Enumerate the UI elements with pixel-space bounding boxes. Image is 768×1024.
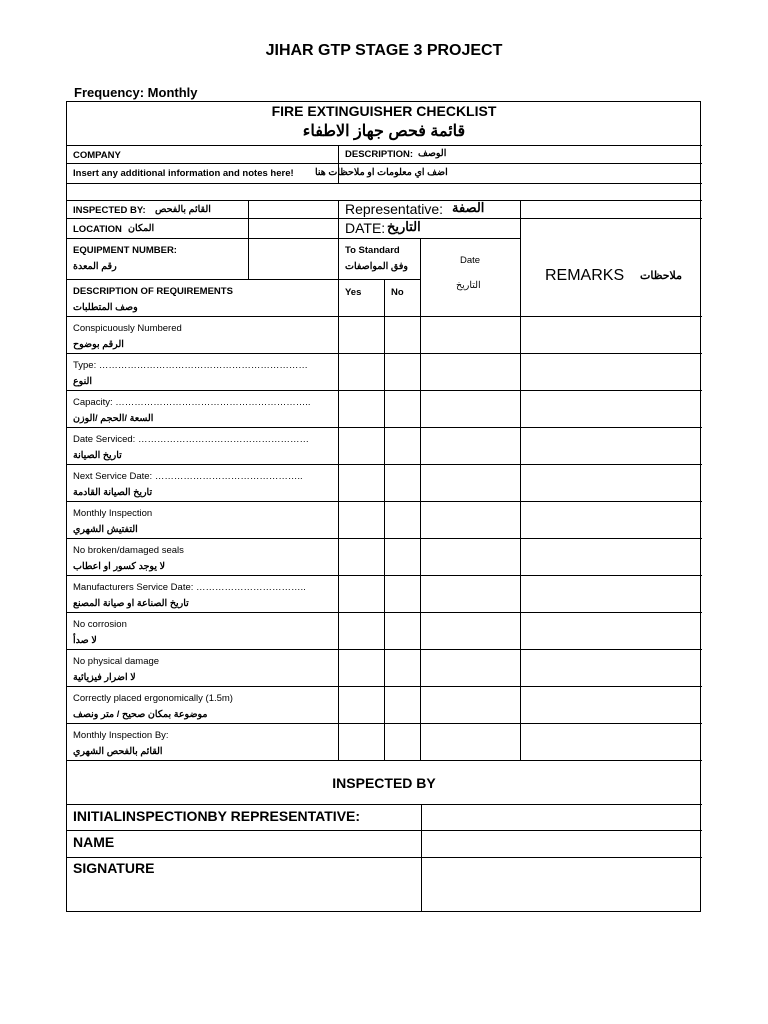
- yes-cell[interactable]: [339, 354, 383, 389]
- date-cell[interactable]: [421, 539, 519, 574]
- notes-label: Insert any additional information and notes here!: [73, 168, 294, 179]
- initial-inspection-label: INITIALINSPECTIONBY REPRESENTATIVE:: [73, 808, 361, 824]
- location-label: LOCATION: [73, 224, 122, 235]
- divider: [66, 145, 702, 146]
- yes-cell[interactable]: [339, 502, 383, 537]
- requirement-en: Capacity: ……………………………………………………..: [73, 397, 311, 408]
- representative-value[interactable]: [521, 201, 701, 217]
- notes-label-arabic: اضف اي معلومات او ملاحظات هنا: [315, 167, 448, 178]
- yes-cell[interactable]: [339, 650, 383, 685]
- remarks-cell[interactable]: [521, 317, 701, 352]
- requirement-en: Correctly placed ergonomically (1.5m): [73, 693, 233, 704]
- no-cell[interactable]: [385, 391, 419, 426]
- signature-value[interactable]: [422, 858, 701, 911]
- divider: [66, 760, 702, 761]
- no-cell[interactable]: [385, 539, 419, 574]
- inspected-by-label: INSPECTED BY:: [73, 205, 146, 216]
- remarks-label: REMARKS: [545, 267, 625, 284]
- requirement-ar: التفتيش الشهري: [73, 524, 138, 535]
- yes-cell[interactable]: [339, 687, 383, 722]
- date-cell[interactable]: [421, 428, 519, 463]
- remarks-cell[interactable]: [521, 391, 701, 426]
- requirements-label: DESCRIPTION OF REQUIREMENTS: [73, 286, 233, 297]
- date-value[interactable]: [521, 219, 701, 237]
- no-cell[interactable]: [385, 687, 419, 722]
- date-arabic: التاريخ: [387, 219, 421, 234]
- location-value[interactable]: [249, 219, 337, 237]
- page-title: JIHAR GTP STAGE 3 PROJECT: [265, 42, 503, 59]
- no-cell[interactable]: [385, 465, 419, 500]
- remarks-cell[interactable]: [521, 613, 701, 648]
- no-cell[interactable]: [385, 354, 419, 389]
- remarks-cell[interactable]: [521, 465, 701, 500]
- requirement-en: No corrosion: [73, 619, 127, 630]
- remarks-cell[interactable]: [521, 687, 701, 722]
- representative-label: Representative:: [345, 201, 444, 217]
- company-label: COMPANY: [73, 150, 121, 161]
- yes-cell[interactable]: [339, 539, 383, 574]
- date-cell[interactable]: [421, 650, 519, 685]
- requirement-ar: تاريخ الصيانة القادمة: [73, 487, 153, 498]
- to-standard-arabic: وفق المواصفات: [345, 261, 408, 272]
- remarks-cell[interactable]: [521, 724, 701, 759]
- date-column-label: Date: [460, 255, 481, 266]
- requirement-ar: لا صدأ: [73, 635, 97, 646]
- requirement-en: Conspicuously Numbered: [73, 323, 182, 334]
- requirement-ar: تاريخ الصناعة او صيانة المصنع: [73, 598, 189, 609]
- requirement-en: Manufacturers Service Date: ……………………………..: [73, 582, 306, 593]
- no-cell[interactable]: [385, 317, 419, 352]
- date-cell[interactable]: [421, 576, 519, 611]
- no-cell[interactable]: [385, 576, 419, 611]
- yes-column-label: Yes: [345, 287, 362, 298]
- name-label: NAME: [73, 834, 115, 850]
- inspected-by-value[interactable]: [249, 201, 337, 217]
- to-standard-label: To Standard: [345, 245, 400, 256]
- remarks-arabic: ملاحظات: [640, 270, 682, 282]
- yes-cell[interactable]: [339, 317, 383, 352]
- yes-cell[interactable]: [339, 428, 383, 463]
- inspected-by-arabic: القائم بالفحص: [155, 204, 211, 215]
- requirement-en: Date Serviced: ………………………………………………: [73, 434, 309, 445]
- date-cell[interactable]: [421, 724, 519, 759]
- remarks-cell[interactable]: [521, 502, 701, 537]
- location-arabic: المكان: [128, 223, 155, 234]
- yes-cell[interactable]: [339, 613, 383, 648]
- no-cell[interactable]: [385, 724, 419, 759]
- requirement-ar: تاريخ الصيانة: [73, 450, 122, 461]
- yes-cell[interactable]: [339, 465, 383, 500]
- name-value[interactable]: [422, 831, 701, 856]
- date-cell[interactable]: [421, 465, 519, 500]
- divider: [66, 279, 420, 280]
- yes-cell[interactable]: [339, 724, 383, 759]
- date-cell[interactable]: [421, 317, 519, 352]
- date-cell[interactable]: [421, 391, 519, 426]
- requirements-arabic: وصف المتطلبات: [73, 302, 138, 313]
- no-cell[interactable]: [385, 650, 419, 685]
- remarks-cell[interactable]: [521, 539, 701, 574]
- requirement-ar: لا اضرار فيزيائية: [73, 672, 136, 683]
- form-title: FIRE EXTINGUISHER CHECKLIST: [271, 103, 497, 119]
- requirement-ar: الرقم بوضوح: [73, 339, 124, 350]
- no-cell[interactable]: [385, 502, 419, 537]
- form-title-arabic: قائمة فحص جهاز الاطفاء: [302, 123, 466, 140]
- yes-cell[interactable]: [339, 576, 383, 611]
- divider: [66, 183, 702, 184]
- remarks-cell[interactable]: [521, 428, 701, 463]
- no-cell[interactable]: [385, 428, 419, 463]
- requirement-en: No physical damage: [73, 656, 160, 667]
- date-column-arabic: التاريخ: [456, 280, 481, 291]
- no-cell[interactable]: [385, 613, 419, 648]
- requirement-en: Monthly Inspection By:: [73, 730, 169, 741]
- date-cell[interactable]: [421, 502, 519, 537]
- no-column-label: No: [391, 287, 404, 298]
- remarks-cell[interactable]: [521, 650, 701, 685]
- requirement-ar: موضوعة بمكان صحيح / متر ونصف: [73, 709, 208, 720]
- requirement-ar: القائم بالفحص الشهري: [73, 746, 163, 757]
- requirement-en: Type: …………………………………………………………: [73, 360, 308, 371]
- date-label: DATE:: [345, 220, 386, 236]
- date-cell[interactable]: [421, 354, 519, 389]
- equipment-number-value[interactable]: [249, 239, 337, 278]
- description-label: DESCRIPTION:: [345, 149, 414, 160]
- remarks-cell[interactable]: [521, 354, 701, 389]
- requirement-ar: النوع: [73, 376, 92, 387]
- initial-inspection-value[interactable]: [422, 805, 701, 829]
- requirement-en: Next Service Date: ………………………………………..: [73, 471, 303, 482]
- requirement-ar: لا يوجد كسور او اعطاب: [73, 561, 166, 572]
- equipment-number-label: EQUIPMENT NUMBER:: [73, 245, 177, 256]
- date-cell[interactable]: [421, 687, 519, 722]
- signature-label: SIGNATURE: [73, 860, 155, 876]
- divider: [66, 163, 702, 164]
- requirement-ar: السعة /الحجم /الوزن: [73, 413, 154, 424]
- representative-arabic: الصفة: [452, 200, 485, 215]
- yes-cell[interactable]: [339, 391, 383, 426]
- frequency-label: Frequency: Monthly: [74, 85, 198, 100]
- remarks-cell[interactable]: [521, 576, 701, 611]
- description-label-arabic: الوصف: [418, 148, 447, 159]
- inspected-by-heading: INSPECTED BY: [332, 775, 436, 791]
- requirement-en: Monthly Inspection: [73, 508, 153, 519]
- equipment-number-arabic: رقم المعدة: [73, 261, 117, 272]
- date-cell[interactable]: [421, 613, 519, 648]
- requirement-en: No broken/damaged seals: [73, 545, 184, 556]
